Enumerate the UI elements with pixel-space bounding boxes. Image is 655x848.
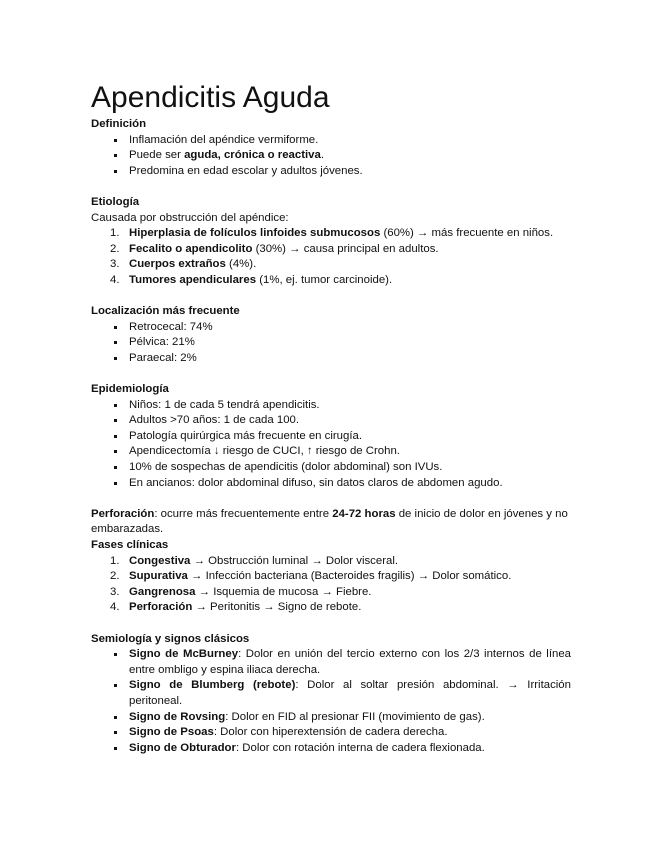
section-heading: Semiología y signos clásicos [91, 632, 250, 645]
list-item: 4. Perforación → Peritonitis → Signo de rebote. [110, 601, 362, 614]
list-item: 4. Tumores apendiculares (1%, ej. tumor carcinoide). [110, 273, 393, 286]
list-item: 2. Supurativa → Infección bacteriana (Bacteroides fragilis) → Dolor somático. [110, 570, 512, 583]
list-item: Signo de Obturador: Dolor con rotación interna de cadera flexionada. [91, 741, 571, 757]
bullet-list [91, 133, 571, 180]
list-item: Predomina en edad escolar y adultos jóvenes. [91, 164, 571, 180]
document-content [91, 79, 571, 756]
list-item: Paraecal: 2% [91, 351, 571, 367]
list-item: Signo de Blumberg (rebote): Dolor al soltar presión abdominal. → Irritación peritoneal. [91, 678, 571, 709]
section-heading: Definición [91, 118, 147, 130]
list-item: Apendicectomía ↓ riesgo de CUCI, ↑ riesgo de Crohn. [91, 444, 571, 460]
numbered-list [91, 554, 571, 616]
section-etiologia [91, 195, 571, 289]
list-item: Adultos >70 años: 1 de cada 100. [91, 413, 571, 429]
bullet-list [91, 398, 571, 492]
section-semiologia [91, 632, 571, 757]
list-item: Pélvica: 21% [91, 335, 571, 351]
list-item: Niños: 1 de cada 5 tendrá apendicitis. [91, 398, 571, 414]
section-heading: Localización más frecuente [91, 305, 240, 318]
perforacion-paragraph: Perforación: ocurre más frecuentemente entre 24-72 horas de inicio de dolor en jóvenes y no embarazadas. [91, 507, 568, 536]
list-item: Retrocecal: 74% [91, 320, 571, 336]
list-item: 1. Hiperplasia de folículos linfoides submucosos (60%) → más frecuente en niños. [110, 227, 554, 240]
list-item: 3. Cuerpos extraños (4%). [110, 258, 257, 271]
list-item: En ancianos: dolor abdominal difuso, sin datos claros de abdomen agudo. [91, 476, 571, 492]
page-title: Apendicitis Aguda [91, 81, 330, 114]
list-item: 2. Fecalito o apendicolito (30%) → causa principal en adultos. [110, 242, 439, 255]
bullet-list [91, 647, 571, 756]
section-epidemiologia [91, 382, 571, 491]
section-heading: Etiología [91, 195, 140, 208]
section-heading: Fases clínicas [91, 539, 169, 552]
section-localizacion [91, 304, 571, 366]
section-fases [91, 538, 571, 616]
list-item: Puede ser aguda, crónica o reactiva. [91, 148, 571, 164]
list-item: 1. Congestiva → Obstrucción luminal → Dolor visceral. [110, 554, 399, 567]
section-definicion [91, 117, 571, 179]
section-heading: Epidemiología [91, 383, 169, 396]
list-item: Inflamación del apéndice vermiforme. [91, 133, 571, 149]
section-intro: Causada por obstrucción del apéndice: [91, 211, 289, 224]
list-item: Patología quirúrgica más frecuente en cirugía. [91, 429, 571, 445]
list-item: Signo de Psoas: Dolor con hiperextensión de cadera derecha. [91, 725, 571, 741]
list-item: 3. Gangrenosa → Isquemia de mucosa → Fiebre. [110, 585, 372, 598]
bullet-list [91, 320, 571, 367]
list-item: Signo de McBurney: Dolor en unión del tercio externo con los 2/3 internos de línea entre ombligo y espina iliaca derecha. [91, 647, 571, 678]
list-item: Signo de Rovsing: Dolor en FID al presionar FII (movimiento de gas). [91, 710, 571, 726]
numbered-list [91, 226, 571, 288]
list-item: 10% de sospechas de apendicitis (dolor abdominal) son IVUs. [91, 460, 571, 476]
